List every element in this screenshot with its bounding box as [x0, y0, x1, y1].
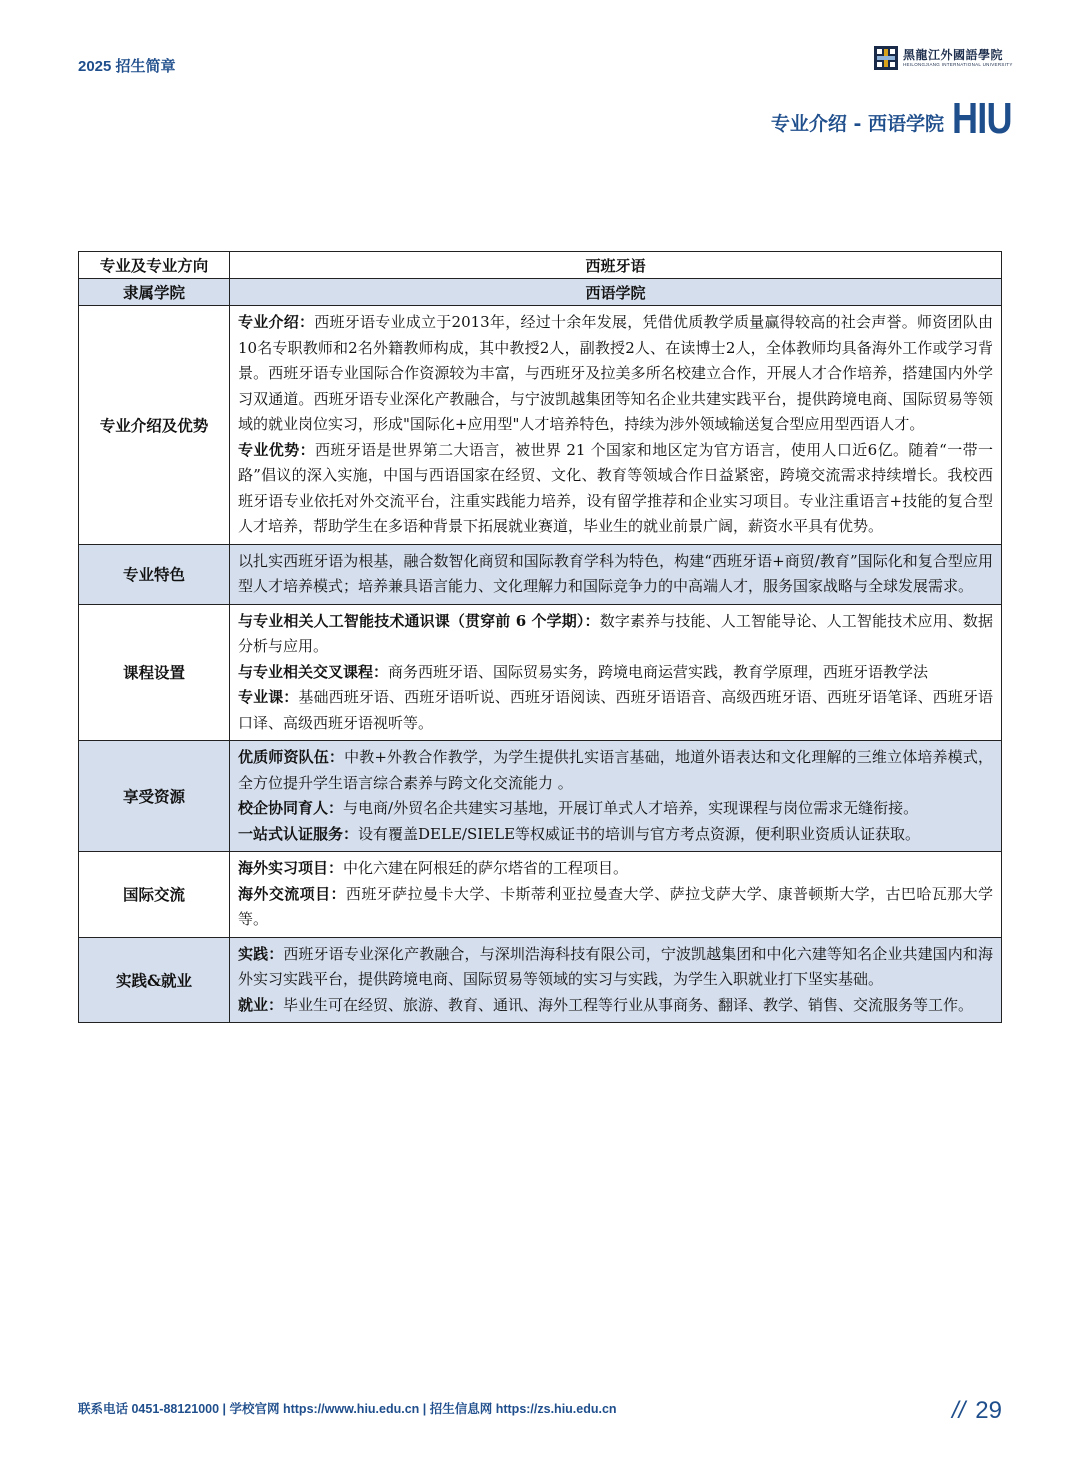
row-label: 实践&就业 — [79, 937, 230, 1023]
logo-chinese-name: 黑龍江外國語學院 — [903, 47, 1004, 62]
paragraph-lead: 专业课： — [238, 688, 299, 706]
row-content — [230, 741, 1002, 852]
paragraph-lead: 一站式认证服务： — [238, 824, 359, 843]
paragraph-lead: 实践： — [238, 944, 284, 963]
paragraph-lead: 海外交流项目： — [238, 884, 346, 903]
paragraph — [238, 310, 993, 438]
table-row-practice-employment — [79, 937, 1002, 1023]
paragraph-lead: 与专业相关人工智能技术通识课（贯穿前 6 个学期）： — [238, 611, 600, 630]
section-title: 专业介绍 - 西语学院 — [770, 113, 944, 135]
paragraph — [238, 822, 993, 848]
paragraph — [238, 796, 993, 822]
paragraph-text: 设有覆盖DELE/SIELE等权威证书的培训与官方考点资源，便利职业资质认证获取。 — [358, 824, 921, 843]
paragraph-lead: 专业介绍： — [238, 313, 315, 331]
paragraph-lead: 优质师资队伍： — [238, 748, 345, 766]
table-row-introduction — [79, 306, 1002, 545]
paragraph — [238, 745, 993, 796]
brochure-year-label: 2025 招生简章 — [78, 58, 176, 75]
row-label: 隶属学院 — [79, 279, 230, 306]
paragraph-lead: 就业： — [238, 995, 284, 1014]
row-content — [230, 306, 1002, 545]
paragraph-lead: 与专业相关交叉课程： — [238, 662, 389, 681]
footer-page-number — [952, 1397, 1002, 1425]
page-slashes: // — [951, 1397, 966, 1424]
paragraph-text: 商务西班牙语、国际贸易实务，跨境电商运营实践，教育学原理，西班牙语教学法 — [388, 662, 929, 681]
hiu-brand-mark: HIU — [952, 94, 1012, 143]
university-logo — [874, 46, 1013, 70]
row-content — [230, 852, 1002, 938]
paragraph-text: 西班牙语专业成立于2013年，经过十余年发展，凭借优质教学质量赢得较高的社会声誉。师资团队由10名专职教师和2名外籍教师构成，其中教授2人，副教授2人、在读博士2人，全体教师均具备海外工作或学习背景。西班牙语专业国际合作资源较为丰富，与西班牙及拉美多所名校建立合作，开展人才合作培养，搭建国内外学习双通道。西班牙语专业深化产教融合，与宁波凯越集团等知名企业共建实践平台，提供跨境电商、国际贸易等领域的就业岗位实习，形成"国际化+应用型"人才培养特色，持续为涉外领域输送复合型应用型西语人才。 — [238, 313, 993, 433]
row-content — [230, 937, 1002, 1023]
paragraph-text: 数字素养与技能、人工智能导论、人工智能技术应用、数据分析与应用。 — [238, 611, 993, 655]
table-row-exchange — [79, 852, 1002, 938]
paragraph-text: 西班牙萨拉曼卡大学、卡斯蒂利亚拉曼查大学、萨拉戈萨大学、康普顿斯大学，古巴哈瓦那大学等。 — [238, 884, 993, 928]
paragraph-text: 基础西班牙语、西班牙语听说、西班牙语阅读、西班牙语语音、高级西班牙语、西班牙语笔译、西班牙语口译、高级西班牙语视听等。 — [238, 688, 993, 732]
row-label: 专业及专业方向 — [79, 252, 230, 279]
paragraph-text: 西班牙语专业深化产教融合，与深圳浩海科技有限公司，宁波凯越集团和中化六建等知名企业共建国内和海外实习实践平台，提供跨境电商、国际贸易等领域的实习与实践，为学生入职就业打下坚实基础。 — [238, 944, 993, 988]
row-content — [230, 604, 1002, 741]
paragraph-text: 中化六建在阿根廷的萨尔塔省的工程项目。 — [343, 859, 629, 877]
paragraph-text: 与电商/外贸名企共建实习基地，开展订单式人才培养，实现课程与岗位需求无缝衔接。 — [343, 799, 919, 817]
paragraph — [238, 856, 993, 882]
row-value: 西班牙语 — [230, 252, 1002, 279]
page-number: 29 — [975, 1397, 1002, 1424]
paragraph — [238, 993, 993, 1019]
footer-contact-info: 联系电话 0451-88121000 | 学校官网 https://www.hiu.edu.cn | 招生信息网 https://zs.hiu.edu.cn — [78, 1402, 617, 1416]
table-row-curriculum — [79, 604, 1002, 741]
paragraph-text: 中教+外教合作教学，为学生提供扎实语言基础，地道外语表达和文化理解的三维立体培养模式，全方位提升学生语言综合素养与跨文化交流能力 。 — [238, 748, 993, 792]
row-label: 专业特色 — [79, 544, 230, 604]
major-info-table — [78, 251, 1002, 1023]
paragraph-text: 西班牙语是世界第二大语言，被世界 21 个国家和地区定为官方语言，使用人口近6亿。随着“一带一路”倡议的深入实施，中国与西语国家在经贸、文化、教育等领域合作日益紧密，跨境交流需求持续增长。我校西班牙语专业依托对外交流平台，注重实践能力培养，设有留学推荐和企业实习项目。专业注重语言+技能的复合型人才培养，帮助学生在多语种背景下拓展就业赛道，毕业生的就业前景广阔，薪资水平具有优势。 — [238, 440, 993, 535]
row-label: 享受资源 — [79, 741, 230, 852]
row-label: 国际交流 — [79, 852, 230, 938]
logo-english-name: HEILONGJIANG INTERNATIONAL UNIVERSITY — [903, 61, 1013, 67]
row-label: 专业介绍及优势 — [79, 306, 230, 545]
paragraph — [238, 882, 993, 933]
row-label: 课程设置 — [79, 604, 230, 741]
paragraph-lead: 专业优势： — [238, 440, 315, 459]
row-content — [230, 544, 1002, 604]
paragraph-text: 毕业生可在经贸、旅游、教育、通讯、海外工程等行业从事商务、翻译、教学、销售、交流服务等工作。 — [283, 995, 974, 1014]
table-row-features — [79, 544, 1002, 604]
table-row-resources — [79, 741, 1002, 852]
paragraph — [238, 685, 993, 736]
paragraph-text: 以扎实西班牙语为根基，融合数智化商贸和国际教育学科为特色，构建“西班牙语+商贸/教育”国际化和复合型应用型人才培养模式；培养兼具语言能力、文化理解力和国际竞争力的中高端人才，服务国家战略与全球发展需求。 — [238, 551, 993, 595]
table-row-college — [79, 279, 1002, 306]
paragraph — [238, 942, 993, 993]
row-value: 西语学院 — [230, 279, 1002, 306]
paragraph-lead: 校企协同育人： — [238, 799, 344, 817]
table-row-major — [79, 252, 1002, 279]
paragraph — [238, 438, 993, 540]
paragraph-lead: 海外实习项目： — [238, 859, 344, 877]
paragraph — [238, 660, 993, 686]
university-logo-icon — [874, 46, 898, 70]
paragraph — [238, 609, 993, 660]
paragraph — [238, 549, 993, 600]
